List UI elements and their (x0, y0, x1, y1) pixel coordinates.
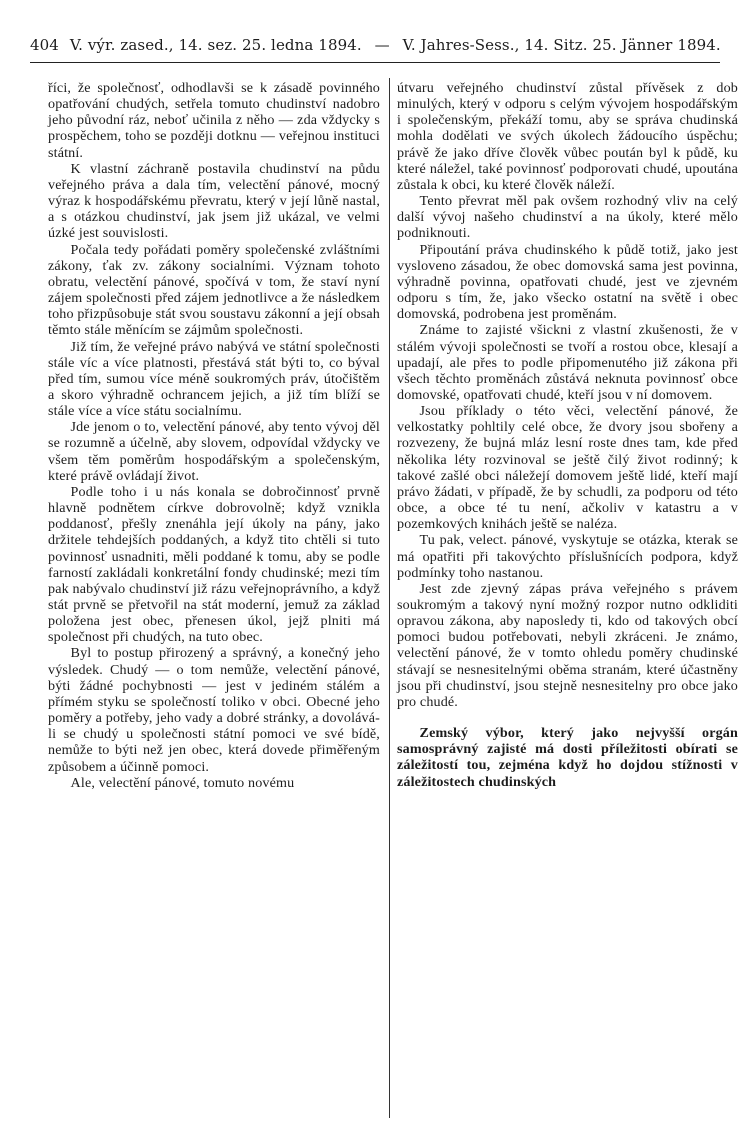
header-right-title: V. Jahres-Sess., 14. Sitz. 25. Jänner 1894. (402, 36, 721, 54)
paragraph: Jest zde zjevný zápas práva veřejného s právem soukromým a takový nyní možný rozpor nutno odkliditi opravou zákona, aby naposledy ti, kdo od takových obcí pomoci budou potřebovati, nebyli zkráceni. Je známo, velectění pánové, že v tomto ohledu poměry chudinské stávají se nesnesitelnými oběma stranám, které účastněny jsou při chudinství, jsou stejně nesnesitelny pro obce jako pro chudé. (397, 580, 738, 710)
paragraph: Byl to postup přirozený a správný, a konečný jeho výsledek. Chudý — o tom nemůže, velectění pánové, býti žádné pochybnosti — jest v jediném stálém a přímém styku se společností toliko v obci. Obecné jeho poměry a potřeby, jeho vady a dobré stránky, a dovolává-li se chudý u společnosti státní pomoci ve své bídě, nemůže to býti než jen obec, která dovede přiměřeným způsobem a účinně pomoci. (48, 645, 380, 775)
paragraph: Jsou příklady o této věci, velectění pánové, že velkostatky pohltily celé obce, že dvory jsou sbořeny a rozvezeny, že bujná mláz lesní roste dnes tam, kde před několika léty rozvinoval se ještě čilý život rodinný; k takové zašlé obci náležejí domovem ještě lidé, kteří mají právo žádati, v případě, že by schudli, za podporu od této obce, a obce té tu není, ačkoliv v katastru a v pozemkových knihách ještě se naléza. (397, 403, 738, 533)
header-left-title: V. výr. zased., 14. sez. 25. ledna 1894. (69, 36, 362, 54)
paragraph-zemsky-vybor: Zemský výbor, který jako nejvyšší orgán samosprávný zajisté má dosti příležitosti obírati se záležitostí tou, zejména když ho dojdou stížnosti v záležitostech chudinských (397, 725, 738, 790)
paragraph: K vlastní záchraně postavila chudinství na půdu veřejného práva a dala tím, velectění pánové, mocný výraz k hospodářskému převratu, který v její lůně nastal, a s otázkou chudinství, jak jsem již ukázal, ve velmi úzké jest souvislosti. (48, 160, 380, 242)
paragraph: Počala tedy pořádati poměry společenské zvláštními zákony, ťak zv. zákony socialními. Význam tohoto obratu, velectění pánové, spočívá v tom, že staví nyní zájem společnosti před zájem jednotlivce a že následkem toho přizpůsobuje stát svou soustavu zákonní a její obsah těmto stále měnícím se zájmům společnosti. (48, 241, 380, 339)
page-header (30, 36, 720, 58)
paragraph: Tu pak, velect. pánové, vyskytuje se otázka, kterak se má opatřiti při takovýchto příslušnících podpora, když podmínky toho nastanou. (397, 532, 738, 581)
paragraph: útvaru veřejného chudinství zůstal přívěsek z dob minulých, který v odporu s celým vývojem hospodářským i společenským, překáží tomu, aby se správa chudinská mohla dodělati ve svých úkolech žádoucího úspěchu; právě že jako dříve člověk vůbec poután byl k půdě, ku které náležel, také povinnosť podporovati chudé, upoutána zůstala k obci, ku které člověk náleží. (397, 80, 738, 193)
header-separator: — (374, 36, 390, 54)
paragraph: Ale, velectění pánové, tomuto novému (70, 774, 295, 791)
header-rule (30, 62, 720, 63)
paragraph: říci, že společnosť, odhodlavši se k zásadě povinného opatřování chudých, setřela tomuto chudinství nadobro jeho původní ráz, neboť učinila z něho — zda vždycky s prospěchem, toho se později dotknu — veřejnou instituci státní. (48, 80, 380, 161)
column-divider (389, 78, 390, 1118)
paragraph: Jde jenom o to, velectění pánové, aby tento vývoj děl se rozumně a účelně, aby slovem, odpovídal vždycky ve všem těm poměrům hospodářským a společenským, které právě ovládají život. (48, 419, 380, 484)
page-number: 404 (30, 36, 59, 54)
right-column (397, 80, 738, 790)
paragraph: Známe to zajisté všickni z vlastní zkušenosti, že v stálém vývoji společnosti se tvoří a rostou obce, klesají a upadají, ale přes to podle připomenutého již zákona při všech těchto proměnách zůstává neknuta povinnosť obce domovské, opatřovati chudé, kteří jsou v ní domovem. (397, 322, 738, 403)
paragraph: Tento převrat měl pak ovšem rozhodný vliv na celý další vývoj našeho chudinství a na úkoly, které mělo podniknouti. (397, 193, 738, 242)
left-column (48, 80, 380, 791)
paragraph: Podle toho i u nás konala se dobročinnosť prvně hlavně podnětem církve dobrovolně; když vznikla poddanosť, přešly znenáhla její úkoly na pány, jako držitele tehdejších poddaných, a když tito chtěli si tuto povinnosť usnadniti, měli poddané k tomu, aby se podle farností zakládali konkretální fondy chudinské; mezi tím pak nabývalo chudinství již rázu veřejnoprávního, a když stát prvně se přetvořil na stát moderní, jemuž za základ položena jest obec, přenesen úkol, jejž plniti má společnost při chudých, na tuto obec. (48, 483, 380, 646)
paragraph: Připoutání práva chudinského k půdě totiž, jako jest vysloveno zásadou, že obec domovská sama jest povinna, výhradně povinna, opatřovati chudé, jest ve zjevném odporu s tím, že, jako všecko ostatní na světě i obec domovská, podrobena jest proměnám. (397, 241, 738, 323)
paragraph: Již tím, že veřejné právo nabývá ve státní společnosti stále víc a více platnosti, přestává stát býti to, co býval před tím, sumou více méně soukromých práv, útočištěm a skoro výhradně ochrancem jejich, a již tím blíží se stále více a více státu socialnímu. (48, 338, 380, 420)
